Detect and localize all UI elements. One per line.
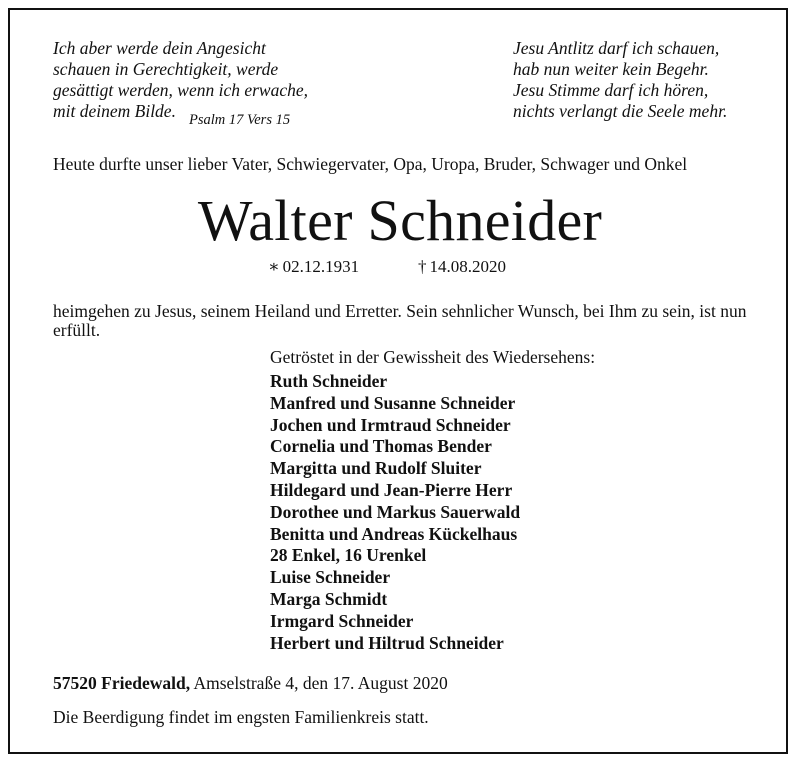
mourner: Marga Schmidt (270, 588, 388, 609)
mourner: Cornelia und Thomas Bender (270, 436, 492, 457)
mourner: 28 Enkel, 16 Urenkel (270, 545, 427, 566)
hymn-verse-right (513, 38, 758, 122)
mourner: Hildegard und Jean-Pierre Herr (270, 479, 513, 500)
mourners-list (270, 371, 520, 654)
bible-verse-left (53, 38, 308, 128)
verse-right-line: Jesu Stimme darf ich hören, (513, 80, 709, 100)
birth-date-value: 02.12.1931 (282, 257, 360, 276)
mourner: Margitta und Rudolf Sluiter (270, 458, 482, 479)
address-rest: Amselstraße 4, den 17. August 2020 (190, 673, 448, 693)
mourner: Ruth Schneider (270, 371, 388, 391)
death-date-value: 14.08.2020 (429, 257, 506, 276)
mourner: Benitta und Andreas Kückelhaus (270, 523, 518, 544)
verse-right-line: nichts verlangt die Seele mehr. (513, 101, 728, 121)
mourner: Herbert und Hiltrud Schneider (270, 632, 504, 653)
verse-reference: Psalm 17 Vers 15 (189, 112, 291, 128)
death-date (418, 257, 506, 277)
intro-text: Heute durfte unser lieber Vater, Schwiegervater, Opa, Uropa, Bruder, Schwager und Onkel (53, 154, 688, 174)
body-text: heimgehen zu Jesus, seinem Heiland und Erretter. Sein sehnlicher Wunsch, bei Ihm zu sein, ist nun erfüllt. (53, 301, 747, 340)
verse-left-line: mit deinem Bilde. (53, 101, 176, 121)
verse-right-line: hab nun weiter kein Begehr. (513, 59, 709, 79)
mourner: Jochen und Irmtraud Schneider (270, 414, 511, 435)
funeral-note: Die Beerdigung findet im engsten Familienkreis statt. (53, 707, 429, 727)
deceased-name: Walter Schneider (197, 188, 603, 253)
address-place: 57520 Friedewald, (53, 673, 191, 693)
death-cross-icon: † (418, 257, 427, 276)
address-line (53, 673, 448, 694)
birth-star-icon: ∗ (268, 257, 280, 276)
verse-left-line: Ich aber werde dein Angesicht (53, 38, 266, 58)
comforted-line: Getröstet in der Gewissheit des Wiedersehens: (270, 347, 596, 367)
mourner: Manfred und Susanne Schneider (270, 392, 516, 413)
mourner: Irmgard Schneider (270, 610, 414, 631)
verse-right-line: Jesu Antlitz darf ich schauen, (513, 38, 720, 58)
mourner: Dorothee und Markus Sauerwald (270, 501, 521, 522)
verse-left-line: schauen in Gerechtigkeit, werde (53, 59, 279, 79)
verse-left-line: gesättigt werden, wenn ich erwache, (53, 80, 308, 100)
mourner: Luise Schneider (270, 567, 391, 588)
birth-date (268, 257, 359, 277)
